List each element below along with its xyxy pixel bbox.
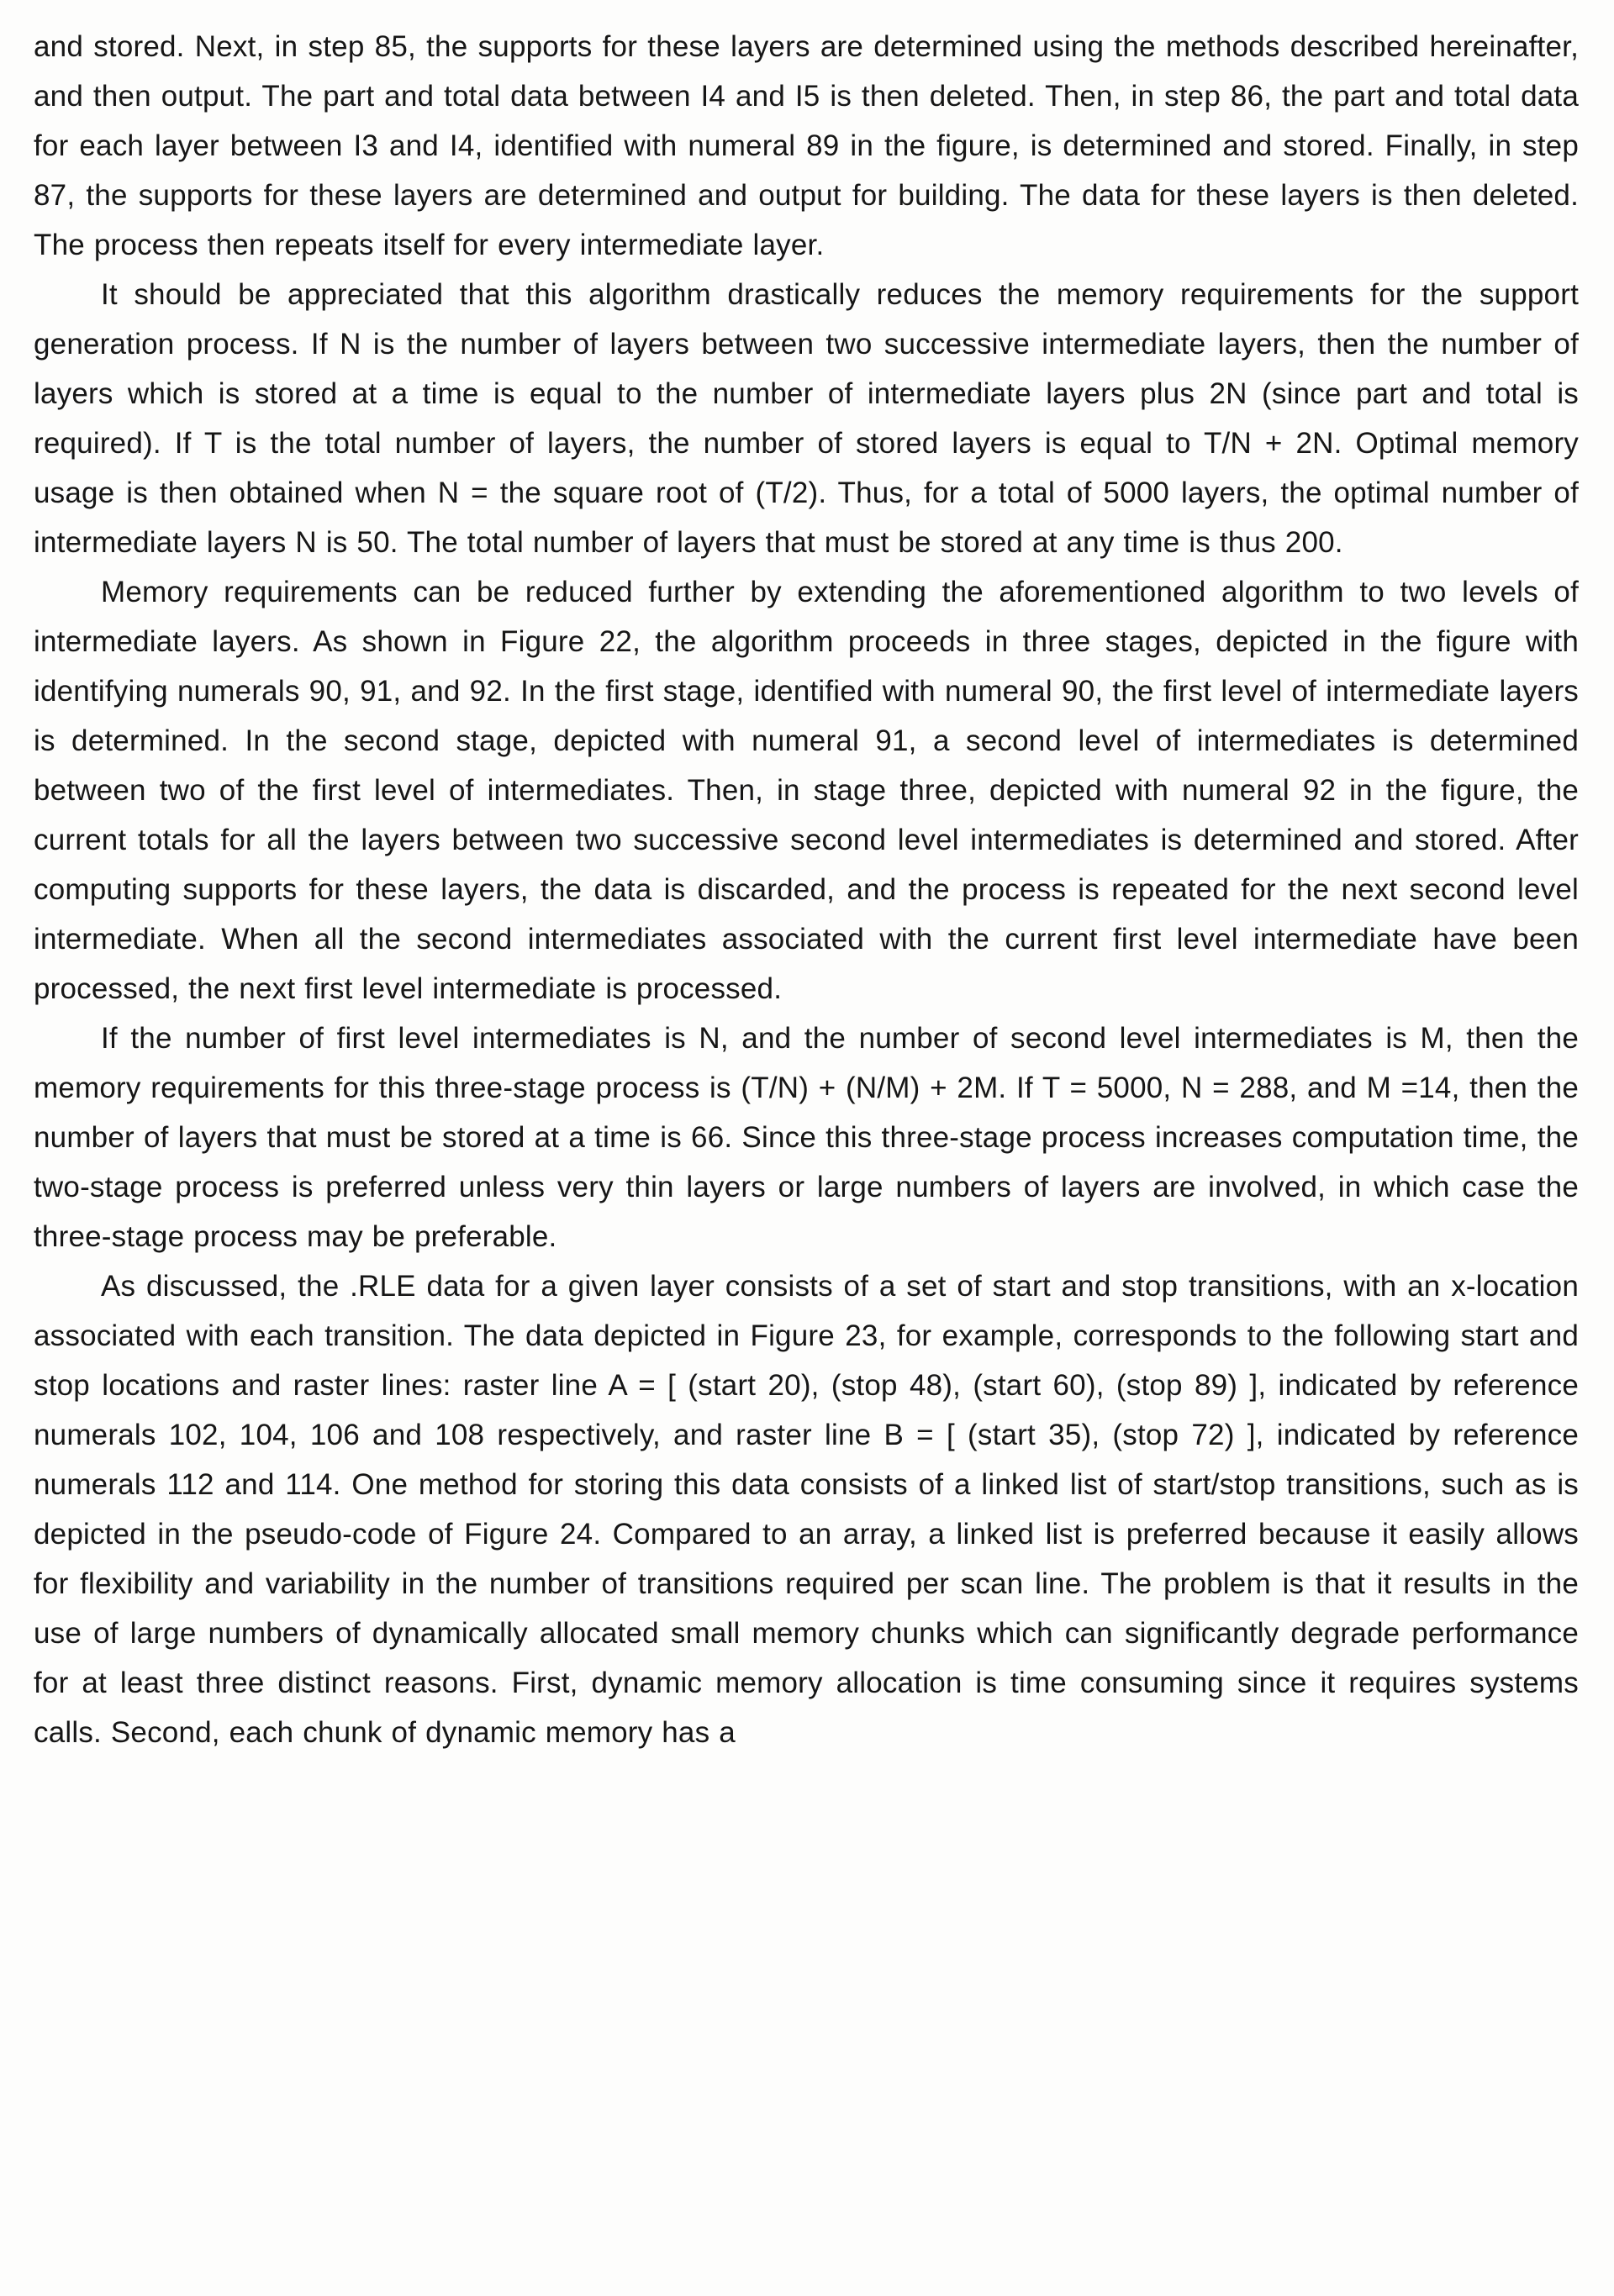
paragraph-three-stage-memory: If the number of first level intermediates is N, and the number of second level intermediates is M, then the memory requirements for this three-stage process is (T/N) + (N/M) + 2M. If T = 5000, N = 288, and M =14, then the number of layers that must be stored at a time is 66. Since this three-stage process increases computation time, the two-stage process is preferred unless very thin layers or large numbers of layers are involved, in which case the three-stage process may be preferable.: [34, 1022, 1579, 1253]
paragraph-memory-requirements: It should be appreciated that this algorithm drastically reduces the memory requirements for the support generation process. If N is the number of layers between two successive intermediate layers, then the number of layers which is stored at a time is equal to the number of intermediate layers plus 2N (since part and total is required). If T is the total number of layers, the number of stored layers is equal to T/N + 2N. Optimal memory usage is then obtained when N = the square root of (T/2). Thus, for a total of 5000 layers, the optimal number of intermediate layers N is 50. The total number of layers that must be stored at any time is thus 200.: [34, 278, 1579, 559]
paragraph-two-level-algorithm: Memory requirements can be reduced further by extending the aforementioned algorithm to two levels of intermediate layers. As shown in Figure 22, the algorithm proceeds in three stages, depicted in the figure with identifying numerals 90, 91, and 92. In the first stage, identified with numeral 90, the first level of intermediate layers is determined. In the second stage, depicted with numeral 91, a second level of intermediates is determined between two of the first level of intermediates. Then, in stage three, depicted with numeral 92 in the figure, the current totals for all the layers between two successive second level intermediates is determined and stored. After computing supports for these layers, the data is discarded, and the process is repeated for the next second level intermediate. When all the second intermediates associated with the current first level intermediate have been processed, the next first level intermediate is processed.: [34, 576, 1579, 1005]
paragraph-continuation: and stored. Next, in step 85, the supports for these layers are determined using the methods described hereinafter, and then output. The part and total data between I4 and I5 is then deleted. Then, in step 86, the part and total data for each layer between I3 and I4, identified with numeral 89 in the figure, is determined and stored. Finally, in step 87, the supports for these layers are determined and output for building. The data for these layers is then deleted. The process then repeats itself for every intermediate layer.: [34, 30, 1579, 261]
paragraph-rle-data: As discussed, the .RLE data for a given layer consists of a set of start and stop transitions, with an x-location associated with each transition. The data depicted in Figure 23, for example, corresponds to the following start and stop locations and raster lines: raster line A = [ (start 20), (stop 48), (start 60), (stop 89) ], indicated by reference numerals 102, 104, 106 and 108 respectively, and raster line B = [ (start 35), (stop 72) ], indicated by reference numerals 112 and 114. One method for storing this data consists of a linked list of start/stop transitions, such as is depicted in the pseudo-code of Figure 24. Compared to an array, a linked list is preferred because it easily allows for flexibility and variability in the number of transitions required per scan line. The problem is that it results in the use of large numbers of dynamically allocated small memory chunks which can significantly degrade performance for at least three distinct reasons. First, dynamic memory allocation is time consuming since it requires systems calls. Second, each chunk of dynamic memory has a: [34, 1270, 1579, 1749]
